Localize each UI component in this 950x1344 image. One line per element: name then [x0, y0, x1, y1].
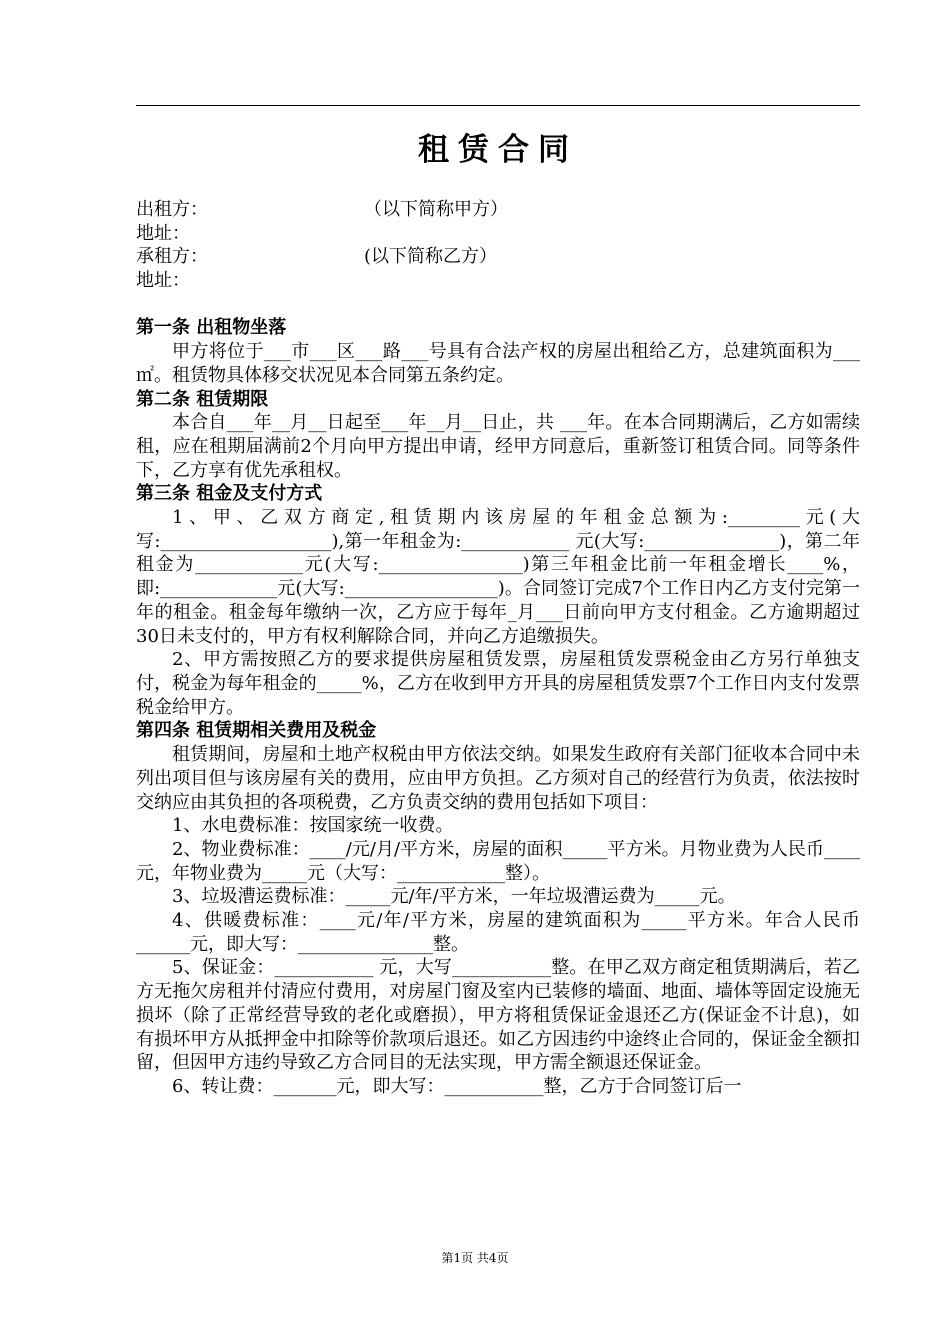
article-4 — [136, 719, 860, 1098]
article-heading: 第一条 出租物坐落 — [136, 317, 287, 339]
article-heading: 第四条 租赁期相关费用及税金 — [136, 720, 377, 742]
party-note: （以下简称甲方） — [364, 199, 508, 220]
party-lessee — [136, 245, 860, 269]
article-paragraph: 1、水电费标准：按国家统一收费。 — [172, 815, 454, 837]
document-title: 租赁合同 — [418, 132, 578, 168]
party-lessor — [136, 198, 860, 222]
header-rule — [136, 105, 860, 106]
party-label: 地址： — [136, 222, 190, 244]
article-paragraph: 甲方将位于___市___区___路___号具有合法产权的房屋出租给乙方，总建筑面积为___㎡。租赁物具体移交状况见本合同第五条约定。 — [136, 341, 860, 386]
party-label: 出租方： — [136, 199, 208, 220]
article-paragraph: 5、保证金：___________ 元，大写___________整。在甲乙双方商定租赁期满后，若乙方无拖欠房租并付清应付费用，对房屋门窗及室内已装修的墙面、地面、墙体等固定设施无损坏（除了正常经营导致的老化或磨损），甲方将租赁保证金退还乙方(保证金不计息)，如有损坏甲方从抵押金中扣除等价款项后退还。如乙方因违约中途终止合同的，保证金全额扣留，但因甲方违约导致乙方合同目的无法实现，甲方需全额退还保证金。 — [136, 957, 860, 1074]
document-page — [136, 128, 860, 1099]
article-2 — [136, 388, 860, 483]
party-note: (以下简称乙方） — [364, 246, 498, 268]
article-3 — [136, 482, 860, 719]
parties-block — [136, 198, 860, 293]
article-paragraph: 本合自___年__月__日起至___年__月__日止，共 ___年。在本合同期满后，乙方如需续租，应在租期届满前2个月向甲方提出申请，经甲方同意后，重新签订租赁合同。同等条件下，乙方享有优先承租权。 — [136, 412, 860, 481]
party-lessee-address — [136, 269, 860, 293]
article-1 — [136, 316, 860, 387]
article-paragraph: 6、转让费：_______元，即大写：___________整，乙方于合同签订后一 — [172, 1075, 742, 1097]
article-paragraph: 2、物业费标准：____/元/月/平方米，房屋的面积_____平方米。月物业费为人民币____元，年物业费为_____元（大写：____________整）。 — [136, 838, 860, 884]
article-paragraph: 3、垃圾漕运费标准：_____元/年/平方米，一年垃圾漕运费为_____元。 — [172, 886, 736, 908]
page-footer: 第1页 共4页 — [441, 1251, 509, 1265]
article-heading: 第二条 租赁期限 — [136, 388, 269, 410]
party-label: 承租方： — [136, 246, 208, 268]
article-heading: 第三条 租金及支付方式 — [136, 483, 323, 505]
article-paragraph: 2、甲方需按照乙方的要求提供房屋租赁发票，房屋租赁发票税金由乙方另行单独支付，税金为每年租金的_____%，乙方在收到甲方开具的房屋租赁发票7个工作日内支付发票税金给甲方。 — [136, 649, 860, 718]
article-paragraph: 1、甲、乙双方商定,租赁期内该房屋的年租金总额为:________元(大写:___________________),第一年租金为:____________ 元(大写:_______________)，第二年租金为____________元(大写:________________)第三年租金比前一年租金增长____%，即:_____________元(大写:_________________)。合同签订完成7个工作日内乙方支付完第一年的租金。租金每年缴纳一次，乙方应于每年_月___日前向甲方支付租金。乙方逾期超过30日未支付的，甲方有权利解除合同，并向乙方追缴损失。 — [136, 507, 860, 647]
party-lessor-address — [136, 222, 860, 246]
article-paragraph: 租赁期间，房屋和土地产权税由甲方依法交纳。如果发生政府有关部门征收本合同中未列出项目但与该房屋有关的费用，应由甲方负担。乙方须对自己的经营行为负责，依法按时交纳应由其负担的各项税费，乙方负责交纳的费用包括如下项目： — [136, 744, 860, 813]
party-label: 地址： — [136, 270, 190, 292]
article-paragraph: 4、供暖费标准：____元/年/平方米，房屋的建筑面积为_____平方米。年合人民币______元，即大写：_______________整。 — [136, 910, 860, 955]
